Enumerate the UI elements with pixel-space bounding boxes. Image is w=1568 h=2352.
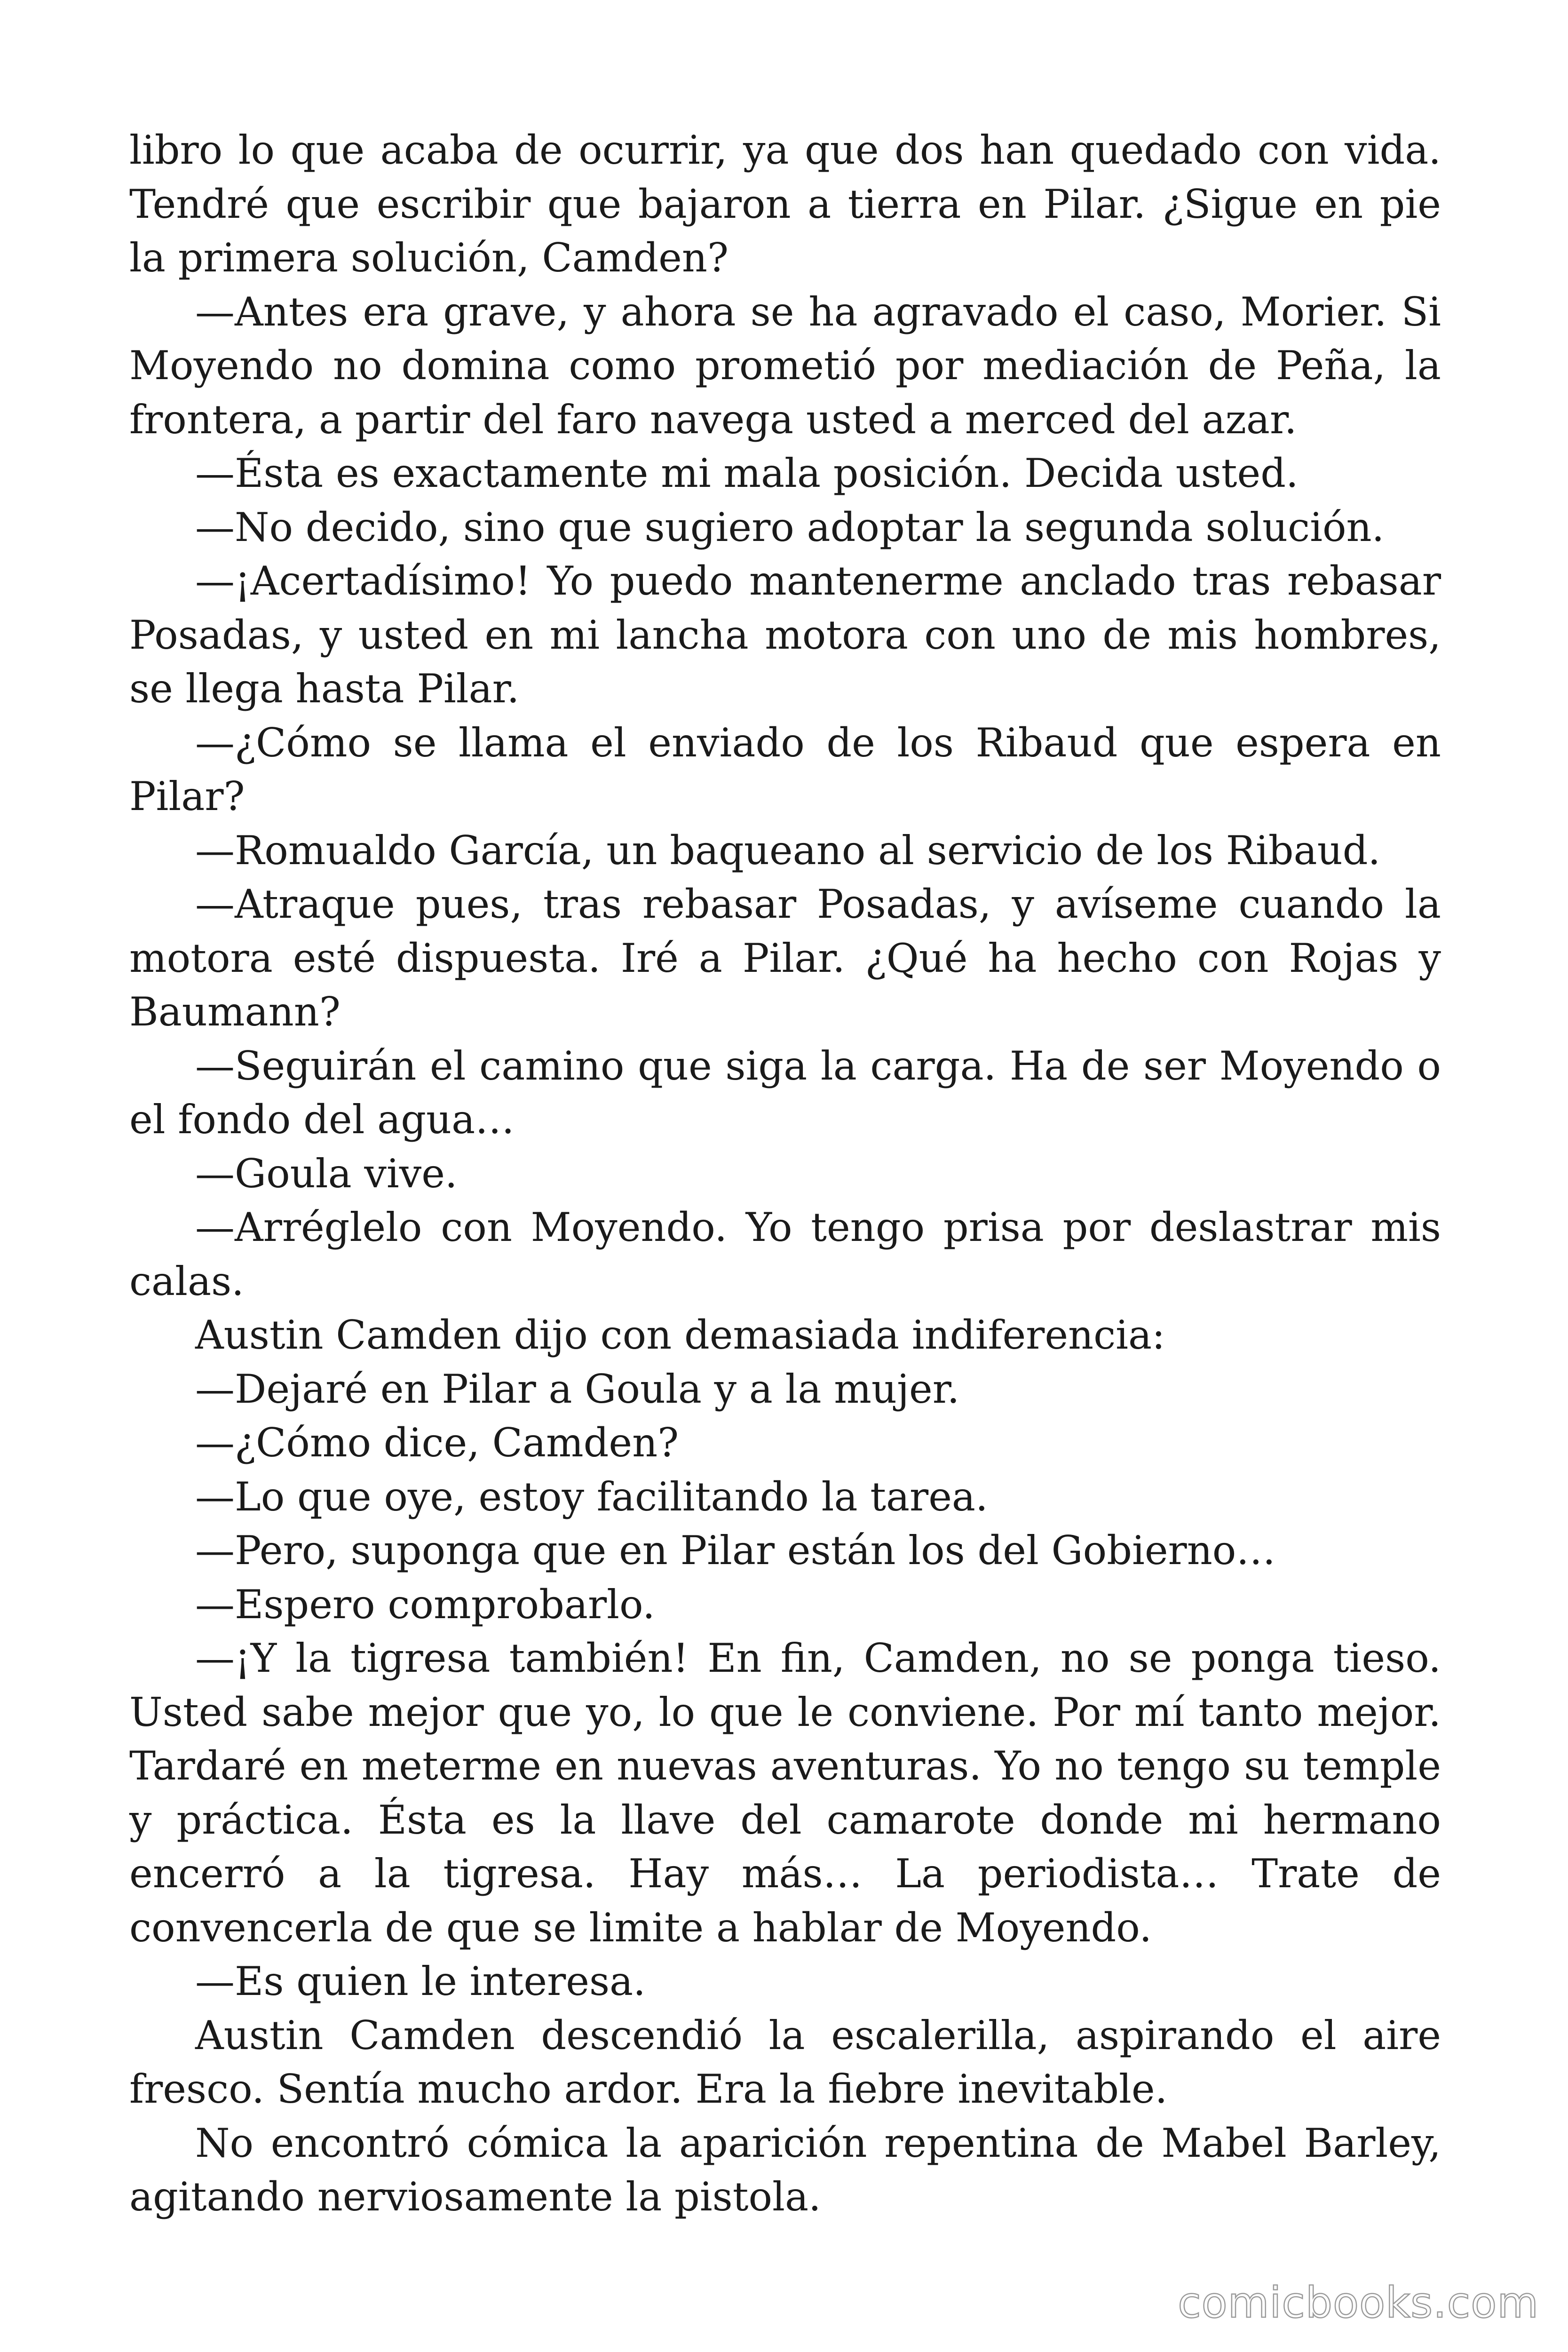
paragraph: No encontró cómica la aparición repentina de Mabel Barley, agitando nerviosamente la pistola. (129, 2120, 1441, 2220)
watermark: comicbooks.com (1178, 2278, 1539, 2328)
paragraph: —Es quien le interesa. (195, 1958, 646, 2004)
paragraph: —Romualdo García, un baqueano al servicio de los Ribaud. (195, 827, 1381, 874)
paragraph: —Ésta es exactamente mi mala posición. Decida usted. (195, 450, 1299, 496)
paragraph: —Seguirán el camino que siga la carga. Ha de ser Moyendo o el fondo del agua… (129, 1042, 1441, 1143)
paragraph: Austin Camden dijo con demasiada indiferencia: (195, 1312, 1165, 1358)
paragraph: —Goula vive. (195, 1150, 458, 1197)
paragraph: —Arréglelo con Moyendo. Yo tengo prisa por deslastrar mis calas. (129, 1204, 1441, 1304)
paragraph: —Pero, suponga que en Pilar están los del Gobierno… (195, 1527, 1276, 1573)
paragraph: —¡Y la tigresa también! En fin, Camden, no se ponga tieso. Usted sabe mejor que yo, lo que le conviene. Por mí tanto mejor. Tardaré en meterme en nuevas aventuras. Yo no tengo su temple y práctica. Ésta es la llave del camarote donde mi hermano encerró a la tigresa. Hay más… La periodista… Trate de convencerla de que se limite a hablar de Moyendo. (129, 1635, 1441, 1951)
paragraph: —¿Cómo se llama el enviado de los Ribaud que espera en Pilar? (129, 719, 1441, 819)
paragraph: —Dejaré en Pilar a Goula y a la mujer. (195, 1366, 960, 1412)
paragraph: —Antes era grave, y ahora se ha agravado el caso, Morier. Si Moyendo no domina como prometió por mediación de Peña, la frontera, a partir del faro navega usted a merced del azar. (129, 288, 1441, 443)
paragraph: —No decido, sino que sugiero adoptar la segunda solución. (195, 504, 1385, 550)
paragraph: —¿Cómo dice, Camden? (195, 1420, 679, 1466)
paragraph: —¡Acertadísimo! Yo puedo mantenerme anclado tras rebasar Posadas, y usted en mi lancha motora con uno de mis hombres, se llega hasta Pilar. (129, 558, 1441, 712)
book-page-text (129, 123, 1441, 2224)
paragraph: —Lo que oye, estoy facilitando la tarea. (195, 1473, 988, 1520)
paragraph: Austin Camden descendió la escalerilla, aspirando el aire fresco. Sentía mucho ardor. Era la fiebre inevitable. (129, 2012, 1441, 2112)
paragraph: —Espero comprobarlo. (195, 1581, 655, 1628)
paragraph-continued: libro lo que acaba de ocurrir, ya que dos han quedado con vida. Tendré que escribir que bajaron a tierra en Pilar. ¿Sigue en pie la primera solución, Camden? (129, 127, 1441, 281)
paragraph: —Atraque pues, tras rebasar Posadas, y avíseme cuando la motora esté dispuesta. Iré a Pilar. ¿Qué ha hecho con Rojas y Baumann? (129, 881, 1441, 1035)
